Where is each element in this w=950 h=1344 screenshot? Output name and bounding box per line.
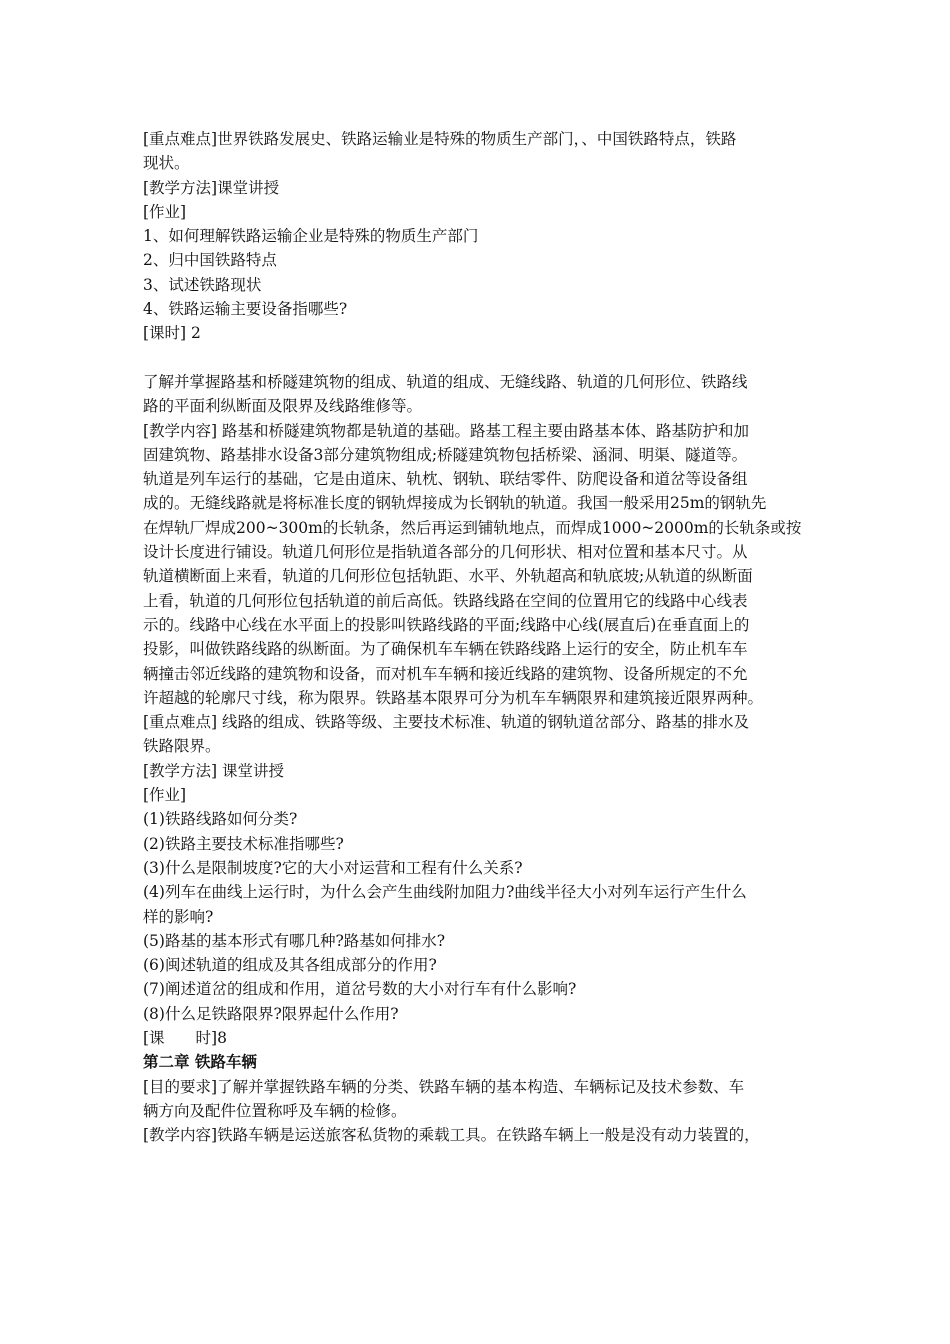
text-line: (3)什么是限制坡度?它的大小对运营和工程有什么关系? xyxy=(143,858,523,877)
text-line: [重点难点]世界铁路发展史、铁路运输业是特殊的物质生产部门，、中国铁路特点，铁路 xyxy=(143,130,737,148)
chapter-heading: 第二章 铁路车辆 xyxy=(143,1052,257,1072)
text-line: [教学内容] 路基和桥隧建筑物都是轨道的基础。路基工程主要由路基本体、路基防护和加 xyxy=(143,421,750,440)
text-line: 在焊轨厂焊成200~300m的长轨条，然后再运到铺轨地点，而焊成1000~2000m的长轨条或按 xyxy=(143,518,802,537)
text-line: 2、归中国铁路特点 xyxy=(143,251,277,270)
text-line: [教学方法]课堂讲授 xyxy=(143,178,280,197)
text-line: 现状。 xyxy=(143,154,190,173)
text-line: 投影，叫做铁路线路的纵断面。为了确保机车车辆在铁路线路上运行的安全，防止机车车 xyxy=(143,640,748,659)
text-line: [课时] 2 xyxy=(143,324,201,343)
text-line: 设计长度进行铺设。轨道几何形位是指轨道各部分的几何形状、相对位置和基本尺寸。从 xyxy=(143,543,748,562)
text-line: [作业] xyxy=(143,202,187,221)
text-line: (1)铁路线路如何分类? xyxy=(143,810,298,829)
text-line: 固建筑物、路基排水设备3部分建筑物组成;桥隧建筑物包括桥梁、涵洞、明渠、隧道等。 xyxy=(143,445,748,464)
text-line: (6)闽述轨道的组成及其各组成部分的作用? xyxy=(143,956,437,975)
text-line: 样的影响? xyxy=(143,907,214,926)
text-line: 许超越的轮廓尺寸线，称为限界。铁路基本限界可分为机车车辆限界和建筑接近限界两种。 xyxy=(143,688,764,707)
text-line: 轨道横断面上来看，轨道的几何形位包括轨距、水平、外轨超高和轨底坡;从轨道的纵断面 xyxy=(143,567,753,586)
text-line: 3、试述铁路现状 xyxy=(143,275,262,294)
text-line: (2)铁路主要技术标准指哪些? xyxy=(143,834,344,853)
text-line: 示的。线路中心线在水平面上的投影叫铁路线路的平面;线路中心线(展直后)在垂直面上的 xyxy=(143,615,750,634)
text-line: 1、如何理解铁路运输企业是特殊的物质生产部门 xyxy=(143,227,479,246)
text-line: 轨道是列车运行的基础，它是由道床、轨枕、钢轨、联结零件、防爬设备和道岔等设备组 xyxy=(143,470,748,489)
text-line: [教学方法] 课堂讲授 xyxy=(143,761,285,780)
text-line: 4、铁路运输主要设备指哪些? xyxy=(143,300,348,319)
text-line: 铁路限界。 xyxy=(143,737,221,756)
text-line: 了解并掌握路基和桥隧建筑物的组成、轨道的组成、无缝线路、轨道的几何形位、铁路线 xyxy=(143,372,748,391)
text-line: [目的要求]了解并掌握铁路车辆的分类、铁路车辆的基本构造、车辆标记及技术参数、车 xyxy=(143,1077,745,1096)
text-line: 成的。无缝线路就是将标准长度的钢轨焊接成为长钢轨的轨道。我国一般采用25m的钢轨先 xyxy=(143,494,767,513)
text-line: 路的平面利纵断面及限界及线路维修等。 xyxy=(143,397,423,416)
text-line: 上看，轨道的几何形位包括轨道的前后高低。铁路线路在空间的位置用它的线路中心线表 xyxy=(143,591,748,610)
text-line: [重点难点] 线路的组成、铁路等级、主要技术标准、轨道的钢轨道岔部分、路基的排水及 xyxy=(143,713,750,732)
text-line: 辆方向及配件位置称呼及车辆的检修。 xyxy=(143,1101,407,1120)
document-page xyxy=(143,127,823,1147)
text-line: (8)什么足铁路限界?限界起什么作用? xyxy=(143,1004,399,1023)
text-line: (7)阐述道岔的组成和作用，道岔号数的大小对行车有什么影响? xyxy=(143,980,577,999)
text-line: (5)路基的基本形式有哪几种?路基如何排水? xyxy=(143,931,446,950)
text-line: [教学内容]铁路车辆是运送旅客私货物的乘载工具。在铁路车辆上一般是没有动力装置的， xyxy=(143,1126,760,1145)
blank-line xyxy=(143,346,823,370)
text-line: [作业] xyxy=(143,786,187,805)
text-line: (4)列车在曲线上运行时，为什么会产生曲线附加阻力?曲线半径大小对列车运行产生什么 xyxy=(143,883,747,902)
text-line: 辆撞击邻近线路的建筑物和设备，而对机车车辆和接近线路的建筑物、设备所规定的不允 xyxy=(143,664,748,683)
text-line: [课 时]8 xyxy=(143,1028,227,1047)
